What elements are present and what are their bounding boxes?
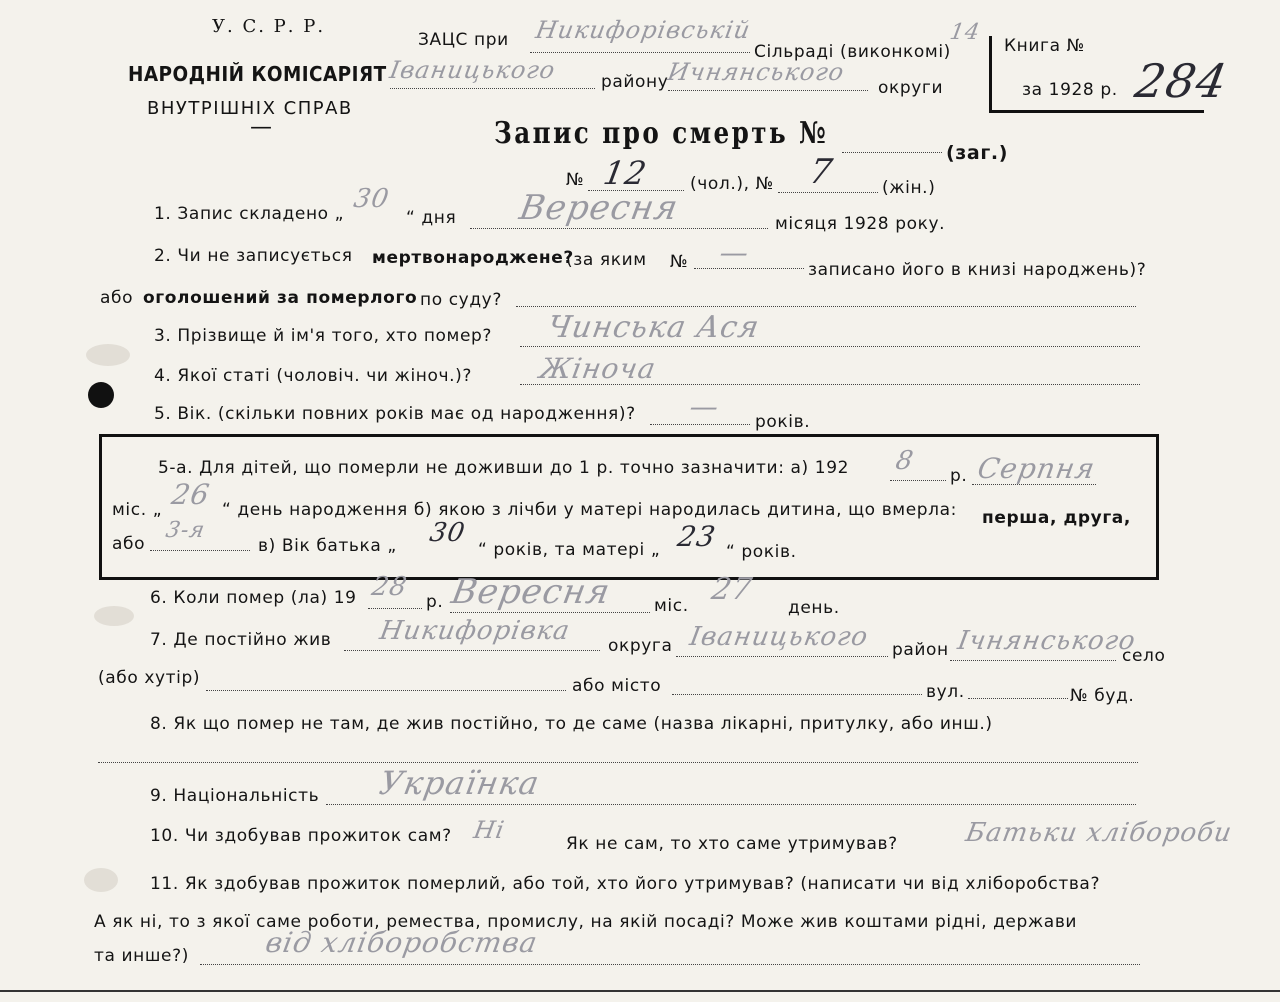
field2b-prefix: або bbox=[100, 288, 134, 308]
field7-raion-label: район bbox=[892, 640, 949, 660]
field11-occupation-handwritten: від хліборобства bbox=[263, 926, 541, 959]
field1-day-handwritten: 30 bbox=[351, 184, 392, 214]
field11-line1: 11. Як здобував прожиток померлий, або той, хто його утримував? (написати чи від хліборобства? bbox=[150, 874, 1101, 894]
field4-label: 4. Якої статі (чоловіч. чи жіноч.)? bbox=[154, 366, 473, 386]
field11-line3: та инше?) bbox=[94, 946, 189, 966]
field7b-misto-underline bbox=[672, 694, 922, 695]
zats-handwritten-1: Никифорівській bbox=[533, 16, 753, 44]
field2b-underline bbox=[516, 306, 1136, 307]
field5a-line1: 5-а. Для дітей, що померли не доживши до 1 р. точно зазначити: а) 192 bbox=[158, 458, 850, 478]
field5a-month-underline bbox=[972, 484, 1096, 485]
field7b-khutir-underline bbox=[206, 690, 566, 691]
zats2-underline bbox=[390, 88, 595, 89]
field3-underline bbox=[520, 346, 1140, 347]
field3-label: 3. Прізвище й ім'я того, хто помер? bbox=[154, 326, 493, 346]
field2-prefix: 2. Чи не записується bbox=[154, 246, 353, 266]
field10-mid: Як не сам, то хто саме утримував? bbox=[566, 834, 898, 854]
silradi-label: Сільраді (виконкомі) bbox=[754, 42, 951, 62]
general-label: (заг.) bbox=[946, 142, 1008, 164]
paper-stain bbox=[86, 344, 130, 366]
field5a-year-handwritten: 8 bbox=[893, 446, 917, 476]
book-number-handwritten: 284 bbox=[1131, 54, 1232, 108]
field7b-bud-label: № буд. bbox=[1070, 686, 1135, 706]
field5-underline bbox=[650, 424, 750, 425]
field5a-order-underline bbox=[150, 550, 250, 551]
punch-hole-mark bbox=[88, 382, 114, 408]
field4-underline bbox=[520, 384, 1140, 385]
republic-label: У. С. Р. Р. bbox=[212, 16, 326, 37]
field11-line2: А як ні, то з якої саме роботи, ремества, промислу, на якій посаді? Може жив коштами рідні, держави bbox=[94, 912, 1078, 932]
female-label: (жін.) bbox=[882, 178, 936, 198]
number-label: № bbox=[566, 170, 585, 190]
field10-self-handwritten: Ні bbox=[471, 816, 508, 844]
field5a-day-handwritten: 26 bbox=[169, 478, 213, 511]
zats-underline bbox=[530, 52, 750, 53]
field10-label: 10. Чи здобував прожиток сам? bbox=[150, 826, 452, 846]
field5a-mother-age-handwritten: 23 bbox=[675, 520, 719, 553]
field6-day-handwritten: 27 bbox=[708, 572, 756, 607]
field6-mis: міс. bbox=[654, 596, 689, 616]
field5a-line3a: в) Вік батька „ bbox=[258, 536, 397, 556]
field5a-month-handwritten: Серпня bbox=[975, 452, 1098, 485]
field1-prefix: 1. Запис складено „ bbox=[154, 204, 345, 224]
field8-underline bbox=[98, 762, 1138, 763]
zats-label: ЗАЦС при bbox=[418, 30, 509, 50]
margin-handwritten: 14 bbox=[947, 20, 983, 45]
field7-okruha-underline bbox=[676, 656, 888, 657]
field5a-r: р. bbox=[950, 466, 968, 486]
field2-underline bbox=[694, 268, 804, 269]
paper-stain bbox=[84, 868, 118, 892]
book-box-border bbox=[989, 36, 992, 112]
field5a-line2: “ день народження б) якою з лічби у матері народилась дитина, що вмерла: bbox=[222, 500, 957, 520]
field9-nationality-handwritten: Українка bbox=[376, 764, 543, 802]
field7-village-handwritten: Никифорівка bbox=[377, 616, 573, 646]
field7b-vul-label: вул. bbox=[926, 682, 965, 702]
field5a-year-underline bbox=[890, 480, 946, 481]
header-dash: — bbox=[250, 115, 273, 140]
field5a-order-handwritten: 3-я bbox=[163, 518, 208, 543]
field6-r: р. bbox=[426, 592, 444, 612]
field9-underline bbox=[326, 804, 1136, 805]
field2-bold: мертвонароджене? bbox=[372, 248, 574, 268]
page-bottom-edge bbox=[0, 990, 1280, 992]
field6-year-handwritten: 28 bbox=[369, 572, 410, 602]
male-label: (чол.), № bbox=[690, 174, 774, 194]
commissariat-subtitle: ВНУТРІШНІХ СПРАВ bbox=[147, 98, 353, 119]
field7-raion-handwritten: Ічнянського bbox=[955, 626, 1139, 656]
female-number-underline bbox=[778, 192, 878, 193]
field2-mid: (за яким bbox=[566, 250, 647, 270]
field4-sex-handwritten: Жіноча bbox=[537, 352, 659, 385]
field2-dash-handwritten: — bbox=[717, 236, 752, 269]
field9-label: 9. Національність bbox=[150, 786, 320, 806]
field8-label: 8. Як що помер не там, де жив постійно, то де саме (назва лікарні, притулку, або инш.) bbox=[150, 714, 993, 734]
female-number-handwritten: 7 bbox=[806, 152, 837, 192]
form-title: Запис про смерть № bbox=[494, 116, 829, 151]
field7-label: 7. Де постійно жив bbox=[150, 630, 332, 650]
field2-suffix: записано його в книзі народжень)? bbox=[808, 260, 1147, 280]
field7-raion-underline bbox=[950, 660, 1116, 661]
field5-label: 5. Вік. (скільки повних років має од народження)? bbox=[154, 404, 636, 424]
field7-okruha-label: округа bbox=[608, 636, 673, 656]
field3-name-handwritten: Чинська Ася bbox=[544, 310, 763, 345]
commissariat-title: НАРОДНІЙ КОМІСАРІЯТ bbox=[128, 62, 387, 86]
field5a-line3b: “ років, та матері „ bbox=[478, 540, 661, 560]
field6-suffix: день. bbox=[788, 598, 840, 618]
field6-month-handwritten: Вересня bbox=[448, 572, 614, 612]
field10-supporter-handwritten: Батьки хлібороби bbox=[963, 818, 1235, 848]
field7-okruha-handwritten: Іваницького bbox=[687, 622, 871, 652]
field7b-misto-label: або місто bbox=[572, 676, 662, 696]
field1-month-underline bbox=[470, 228, 768, 229]
field5-suffix: років. bbox=[755, 412, 811, 432]
field5a-father-age-handwritten: 30 bbox=[427, 518, 468, 548]
field5a-mis: міс. „ bbox=[112, 500, 163, 520]
field11-underline bbox=[200, 964, 1140, 965]
field5-age-handwritten: — bbox=[687, 390, 722, 423]
field5a-abo: або bbox=[112, 534, 146, 554]
paper-stain bbox=[94, 606, 134, 626]
book-year: за 1928 р. bbox=[1022, 80, 1118, 100]
book-label: Книга № bbox=[1004, 36, 1085, 56]
zats-handwritten-2: Іваницького bbox=[387, 56, 558, 84]
book-box-bottom-border bbox=[989, 110, 1204, 113]
field7b-khutir-label: (або хутір) bbox=[98, 668, 201, 688]
raion-handwritten: Ичнянського bbox=[665, 58, 847, 86]
field2-number-label: № bbox=[670, 252, 689, 272]
field2b-bold: оголошений за померлого bbox=[143, 288, 418, 308]
field6-label: 6. Коли помер (ла) 19 bbox=[150, 588, 357, 608]
okruhy-label: округи bbox=[878, 78, 944, 98]
title-number-underline bbox=[842, 152, 942, 153]
field1-month-handwritten: Вересня bbox=[516, 188, 682, 228]
field1-suffix: місяця 1928 року. bbox=[775, 214, 946, 234]
field2b-suffix: по суду? bbox=[420, 290, 502, 310]
field7-village-underline bbox=[344, 650, 600, 651]
field5a-line3c: “ років. bbox=[726, 542, 797, 562]
field7-selo-label: село bbox=[1122, 646, 1166, 666]
field1-mid: “ дня bbox=[406, 208, 457, 228]
raion-label: району bbox=[601, 72, 669, 92]
field7b-vul-underline bbox=[968, 698, 1068, 699]
field6-year-underline bbox=[368, 608, 422, 609]
field6-month-underline bbox=[450, 612, 650, 613]
field5a-first-second: перша, друга, bbox=[982, 508, 1131, 528]
raion-underline bbox=[668, 90, 868, 91]
male-number-handwritten: 12 bbox=[600, 154, 651, 192]
